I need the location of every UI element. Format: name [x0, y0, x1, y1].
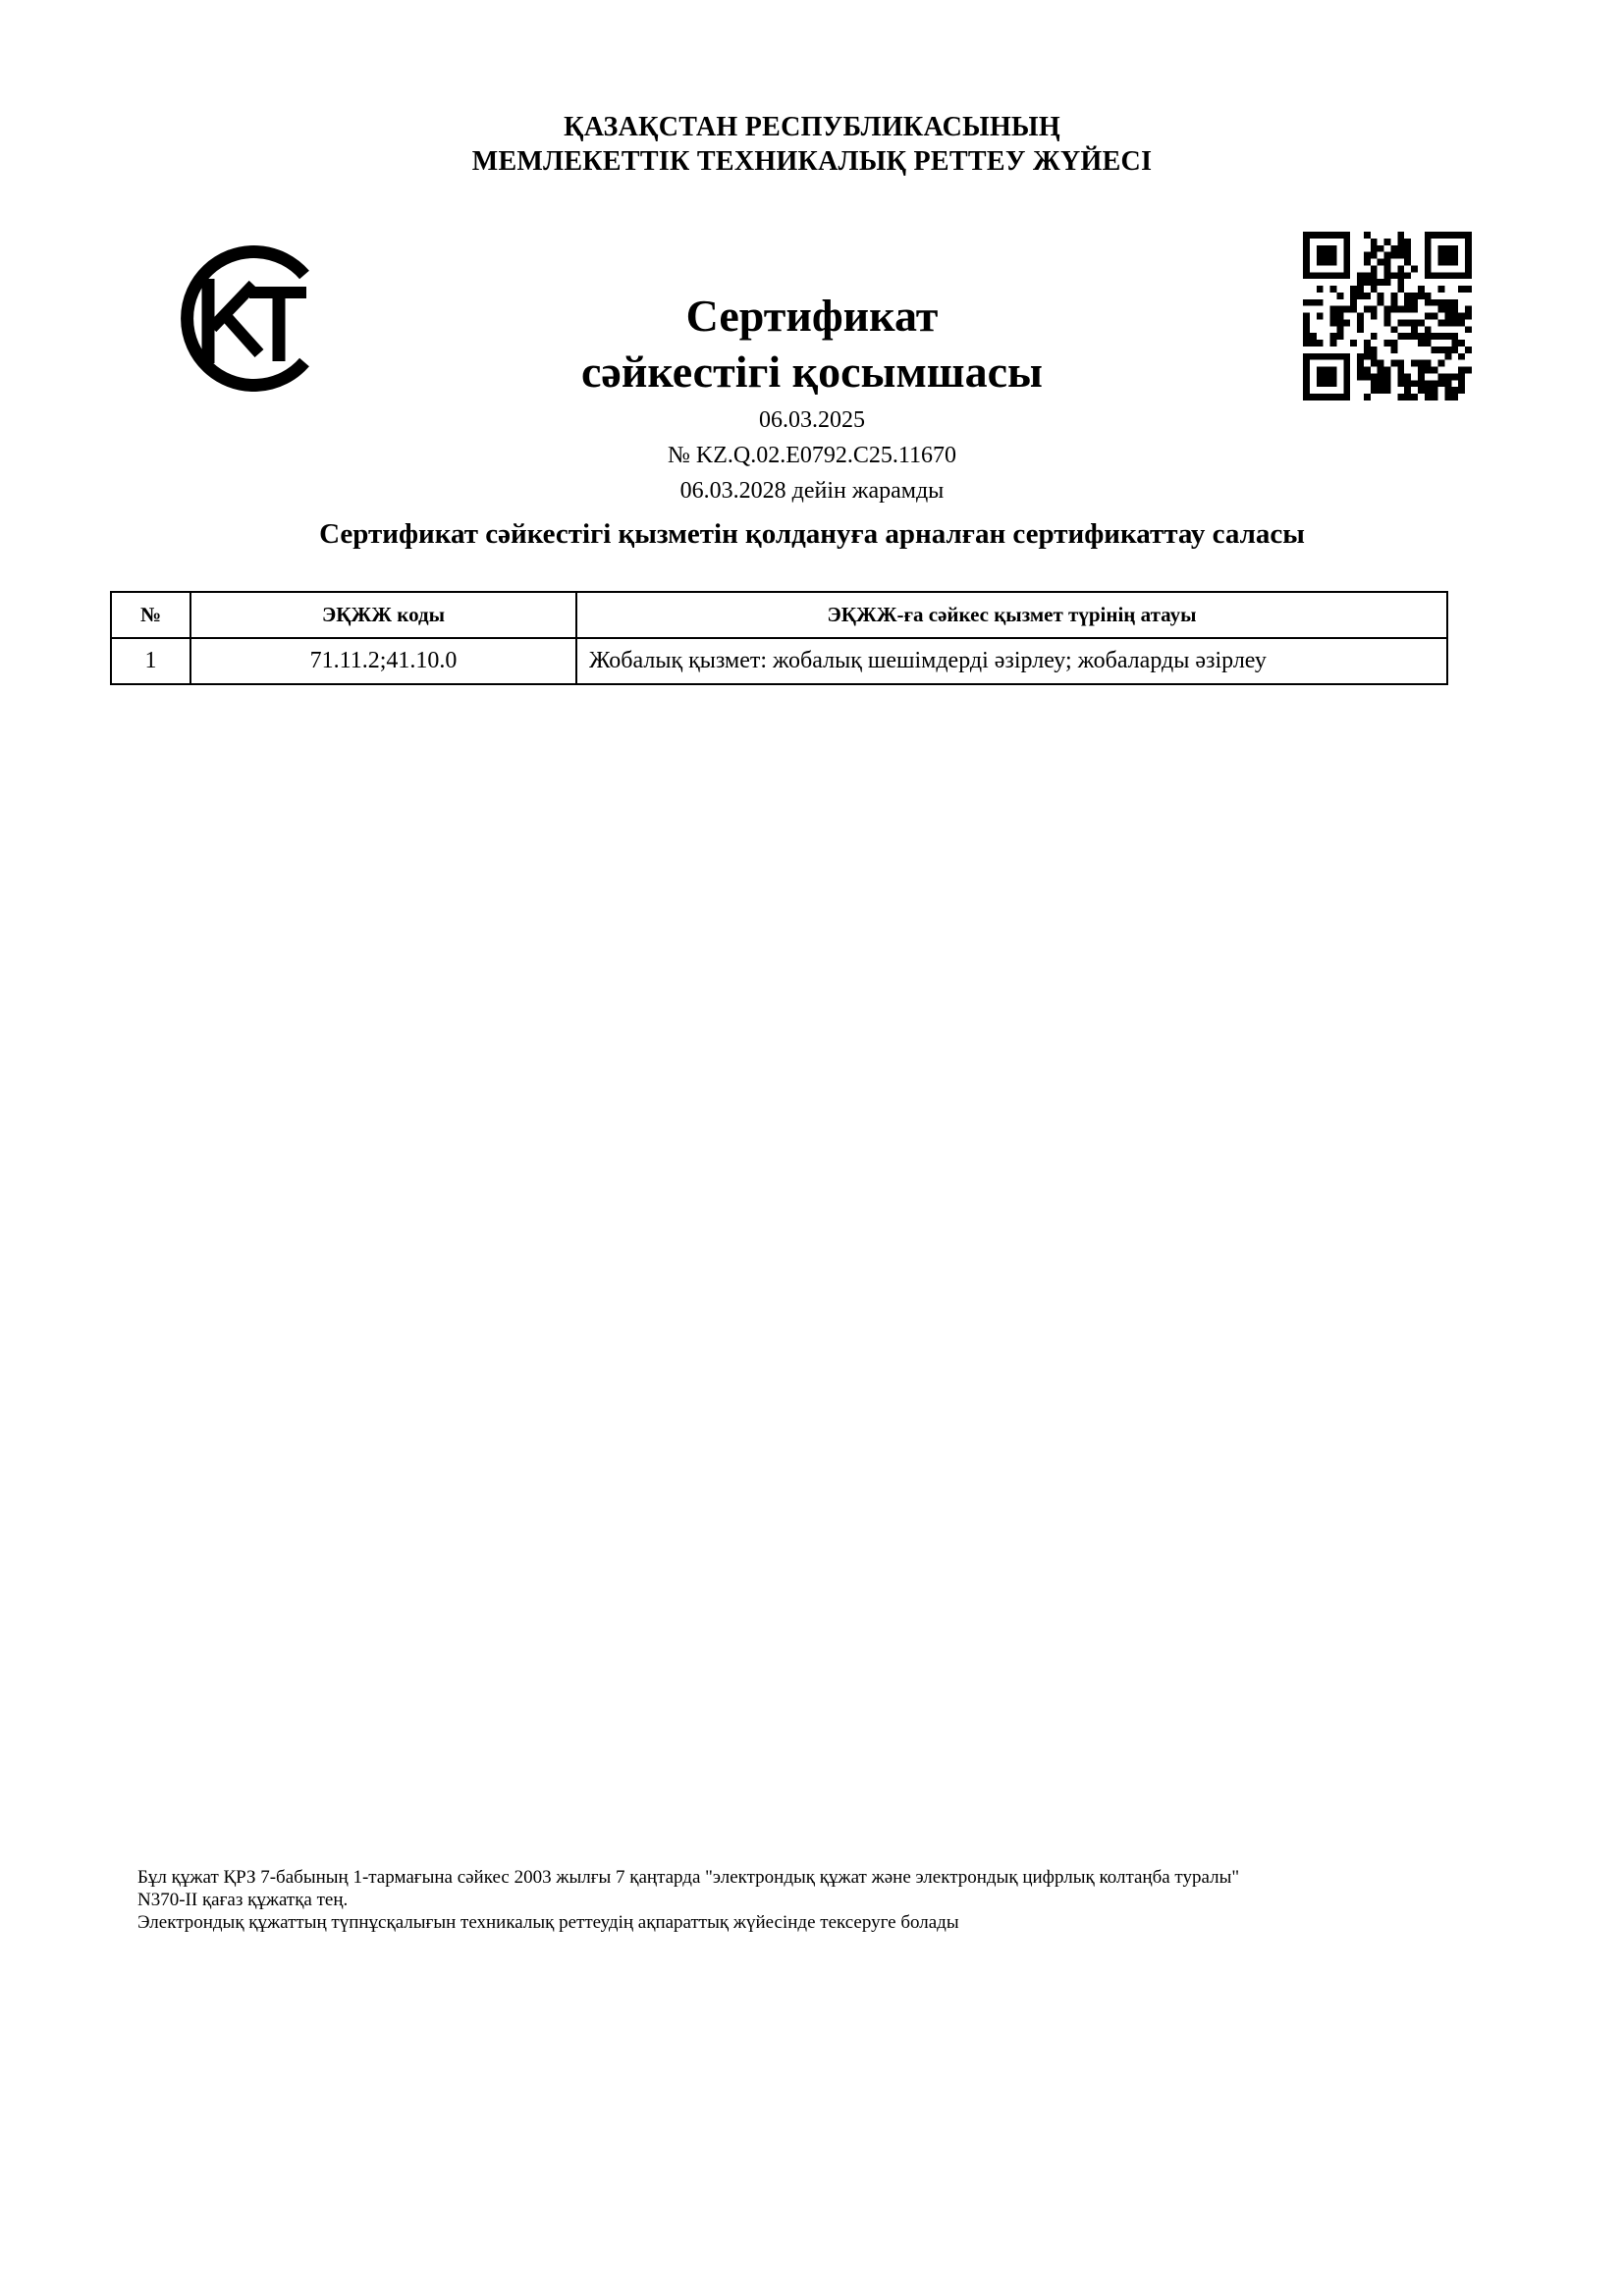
title-line-1: Сертификат [685, 291, 939, 341]
footer-line-1: Бұл құжат ҚРЗ 7-бабының 1-тармағына сәйкес 2003 жылғы 7 қаңтарда "электрондық құжат және электрондық цифрлық колтаңба туралы" [137, 1867, 1240, 1888]
header-line-2: МЕМЛЕКЕТТІК ТЕХНИКАЛЫҚ РЕТТЕУ ЖҮЙЕСІ [471, 146, 1153, 177]
header-code: ЭҚЖЖ коды [190, 592, 576, 638]
table-row [111, 638, 1447, 684]
header-line-1: ҚАЗАҚСТАН РЕСПУБЛИКАСЫНЫҢ [564, 112, 1060, 142]
scope-title: Сертификат сәйкестігі қызметін қолдануға арналған сертификаттау саласы [319, 518, 1305, 550]
valid-until: 06.03.2028 дейін жарамды [679, 478, 945, 504]
issue-date: 06.03.2025 [759, 407, 865, 433]
certificate-number: № KZ.Q.02.E0792.C25.11670 [668, 443, 956, 468]
footer-line-2: N370-II қағаз құжатқа тең. [137, 1890, 349, 1910]
cell-code: 71.11.2;41.10.0 [190, 638, 576, 684]
header-service-name: ЭҚЖЖ-ға сәйкес қызмет түрінің атауы [576, 592, 1447, 638]
cell-num: 1 [111, 638, 190, 684]
cell-service-name: Жобалық қызмет: жобалық шешімдерді әзірлеу; жобаларды әзірлеу [576, 638, 1447, 684]
table-header-row [111, 592, 1447, 638]
footer-line-3: Электрондық құжаттың түпнұсқалығын техникалық реттеудің ақпараттық жүйесінде тексеруге болады [137, 1912, 959, 1933]
header-num: № [111, 592, 190, 638]
title-line-2: сәйкестігі қосымшасы [581, 347, 1043, 397]
scope-table [110, 591, 1448, 685]
